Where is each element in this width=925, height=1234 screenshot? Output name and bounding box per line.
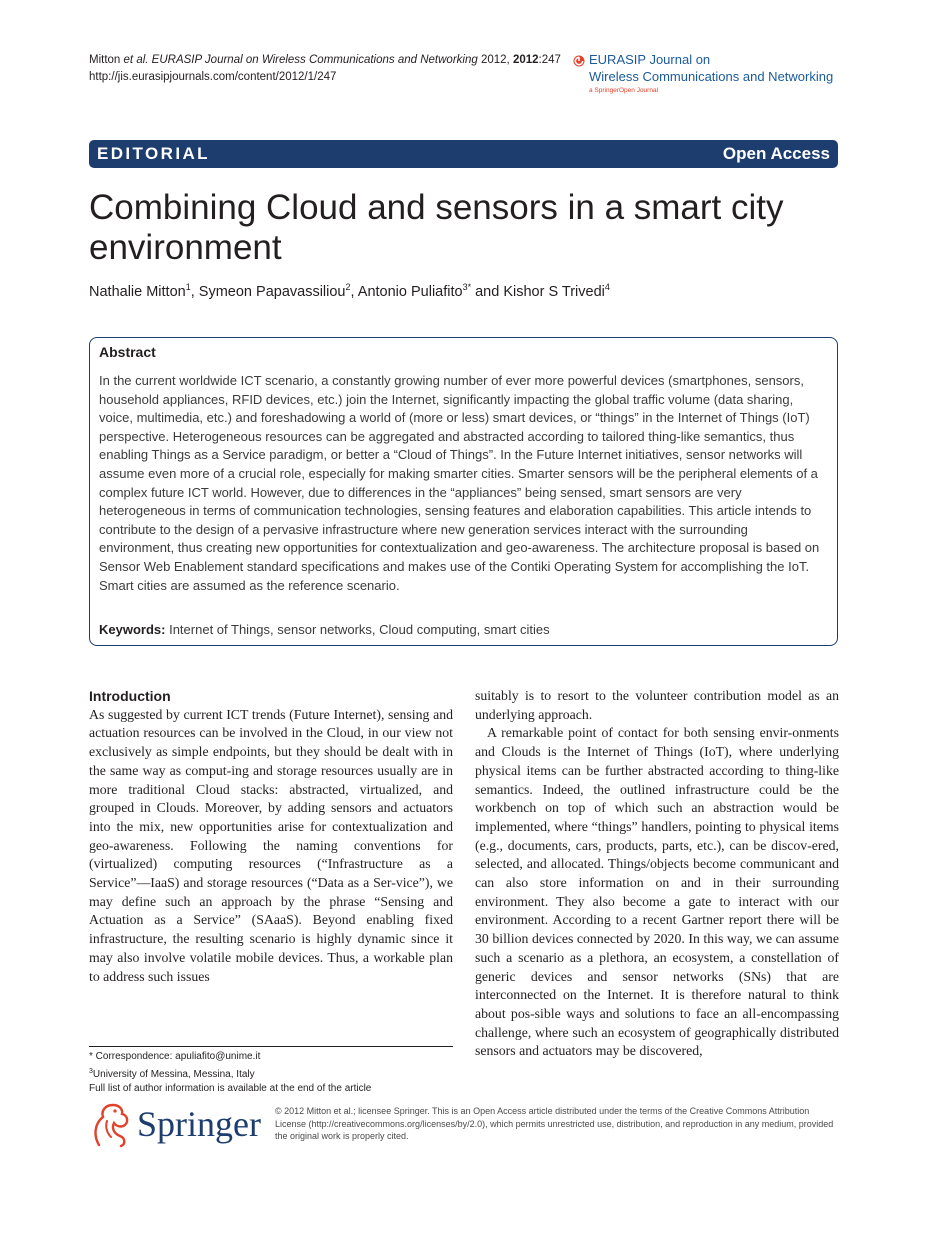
author-affiliation: 2 xyxy=(345,282,351,292)
springeropen-icon xyxy=(573,55,585,67)
springer-wordmark: Springer xyxy=(137,1104,261,1144)
affiliation-marker: 3 xyxy=(89,1067,93,1075)
author-name: Nathalie Mitton xyxy=(89,284,186,300)
keywords-label: Keywords: xyxy=(99,622,166,637)
keywords xyxy=(99,622,829,637)
body-paragraph: As suggested by current ICT trends (Future Internet), sensing and actuation resources can be involved in the Cloud, in our view not exclusively as simple endpoints, but they should be dealt with in the same way as comput-ing and storage resources usually are in more traditional Cloud stacks: abstracted, virtualized, and grouped in Clouds. Moreover, by adding sensors and actuators into the mix, new opportunities arise for contextualization and geo-awareness. Following the naming conventions for (virtualized) computing resources (“Infrastructure as a Service”—IaaS) and storage resources (“Data as a Ser-vice”), we may define such an approach by the phrase “Sensing and Actuation as a Service” (SAaaS). Beyond enabling fixed infrastructure, the resulting scenario is highly dynamic since it may also involve volatile mobile devices. Thus, a workable plan to address such issues xyxy=(89,706,453,984)
journal-tagline: a SpringerOpen Journal xyxy=(589,87,659,94)
section-heading-introduction: Introduction xyxy=(89,688,171,704)
author-name: Antonio Puliafito xyxy=(357,284,463,300)
keywords-list: Internet of Things, sensor networks, Cloud computing, smart cities xyxy=(169,622,550,637)
body-paragraph: suitably is to resort to the volunteer contribution model as an underlying approach. xyxy=(475,688,839,722)
citation-etal: et al. xyxy=(123,54,149,66)
citation-journal: EURASIP Journal on Wireless Communications and Networking xyxy=(151,54,478,66)
article-url[interactable]: http://jis.eurasipjournals.com/content/2012/1/247 xyxy=(89,71,337,83)
author-info-note: Full list of author information is available at the end of the article xyxy=(89,1083,372,1094)
springer-horse-icon xyxy=(89,1101,133,1149)
correspondence-footnote: * Correspondence: apuliafito@unime.it xyxy=(89,1051,261,1062)
citation-article: :247 xyxy=(538,54,561,66)
citation-line xyxy=(89,52,561,69)
author-separator: , xyxy=(350,284,358,300)
article-type-label: EDITORIAL xyxy=(97,144,210,163)
abstract-text: In the current worldwide ICT scenario, a constantly growing number of ever more powerful devices (smartphones, sensors, household appliances, RFID devices, etc.) join the Internet, significantly impacting the global traffic volume (data sharing, voice, multimedia, etc.) and foreshadowing a world of (more or less) smart devices, or “things” in the Internet of Things (IoT) perspective. Heterogeneous resources can be aggregated and abstracted according to tailored thing-like semantics, thus enabling Things as a Service paradigm, or better a “Cloud of Things”. In the Future Internet initiatives, sensor networks will assume even more of a crucial role, especially for making smarter cities. Smarter sensors will be the peripheral elements of a complex future ICT world. However, due to differences in the “appliances” being sensed, smart sensors are very heterogeneous in terms of communication technologies, sensing features and elaboration capabilities. This article intends to contribute to the design of a pervasive infrastructure where new generation services interact with the surrounding environment, thus creating new opportunities for contextualization and geo-awareness. The architecture proposal is based on Sensor Web Enablement standard specifications and makes use of the Contiki Operating System for accomplishing the IoT. Smart cities are assumed as the reference scenario. xyxy=(99,373,820,593)
affiliation-footnote xyxy=(89,1065,459,1083)
journal-name-line1: EURASIP Journal on xyxy=(589,52,711,67)
affiliation-text: University of Messina, Messina, Italy xyxy=(92,1068,255,1080)
footnotes xyxy=(89,1050,459,1097)
footnote-divider xyxy=(89,1046,453,1047)
citation-year: 2012, xyxy=(480,54,510,66)
license-statement: © 2012 Mitton et al.; licensee Springer. This is an Open Access article distributed under the terms of the Creative Commons Attribution License (http://creativecommons.org/licenses/by/2.0), which permits unrestricted use, distribution, and reproduction in any medium, provided the original work is properly cited. xyxy=(275,1106,834,1141)
article-title: Combining Cloud and sensors in a smart city environment xyxy=(89,188,784,267)
author-separator: and xyxy=(471,284,504,300)
author-affiliation: 1 xyxy=(185,282,191,292)
citation-authors: Mitton xyxy=(89,54,121,66)
author-name: Kishor S Trivedi xyxy=(503,284,605,300)
abstract-heading: Abstract xyxy=(99,344,156,360)
article-type-banner xyxy=(89,140,838,168)
author-list xyxy=(89,282,849,300)
journal-name-line2: Wireless Communications and Networking xyxy=(589,69,834,84)
citation-header xyxy=(89,52,561,86)
author-name: Symeon Papavassiliou xyxy=(198,284,346,300)
author-affiliation: 3* xyxy=(462,282,472,292)
author-affiliation: 4 xyxy=(604,282,610,292)
body-column-right xyxy=(475,687,839,1061)
body-column-left xyxy=(89,687,453,986)
citation-volume: 2012 xyxy=(512,54,539,66)
author-separator: , xyxy=(190,284,199,300)
body-paragraph: A remarkable point of contact for both sensing envir-onments and Clouds is the Internet of Things (IoT), where underlying physical items can be further abstracted according to thing-like semantics. Indeed, the outlined infrastructure could be the workbench on top of which such an abstraction would be implemented, where “things” handlers, pointing to physical items (e.g., documents, cars, products, parts, etc.), can be discov-ered, selected, and allocated. Things/objects become communicant and can also store information on and in their surrounding environment. They also become a gate to interact with our environment. According to a recent Gartner report there will be 30 billion devices connected by 2020. In this way, we can assume such a scenario as a plethora, an ecosystem, a constellation of generic devices and sensor networks (SNs) that are interconnected on the Internet. It is therefore natural to think about pos-sible ways and solutions to face an all-encompassing challenge, where such an ecosystem of geographically distributed sensors and actuators may be discovered, xyxy=(475,725,839,1059)
abstract-box xyxy=(89,337,838,646)
open-access-label: Open Access xyxy=(722,144,830,163)
springer-logo xyxy=(89,1101,269,1151)
